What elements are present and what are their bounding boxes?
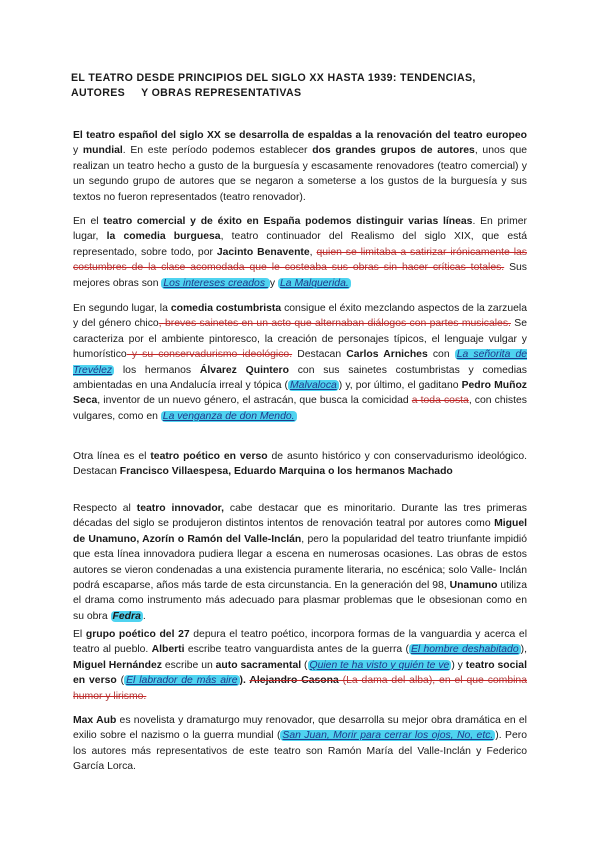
strikethrough-text: , breves sainetes en un acto que alternaban diálogos con partes musicales. (158, 318, 511, 330)
highlighted-work-title: La venganza de don Mendo. (162, 410, 295, 422)
paragraph-teatro-poetico: Otra línea es el teatro poético en verso de asunto histórico y con conservadurismo ideológico. Destacan Francisco Villaespesa, Eduardo Marquina o los hermanos Machado (73, 451, 527, 478)
highlighted-work-title: La señorita de Trevélez (73, 349, 528, 376)
strikethrough-text: quien se limitaba a satirizar irónicamente las costumbres de la clase acomodada que le costeaba sus obras sin hacer críticas totales. (73, 246, 527, 274)
highlighted-work-title: San Juan, Morir para cerrar los ojos, No, etc. (282, 730, 494, 742)
highlighted-work-title: Fedra (112, 610, 141, 622)
document-title (71, 71, 511, 101)
highlighted-work-title: El hombre deshabitado (410, 644, 519, 656)
strikethrough-text: a toda costa (411, 395, 469, 407)
title-line-1: EL TEATRO DESDE PRINCIPIOS DEL SIGLO XX HASTA 1939: TENDENCIAS, (71, 72, 476, 84)
highlighted-work-title: Malvaloca (290, 380, 337, 392)
highlighted-work-title: La Malquerida. (280, 277, 349, 289)
paragraph-grupo-27: El grupo poético del 27 depura el teatro poético, incorpora formas de la vanguardia y acerca el teatro al pueblo. Alberti escribe teatro vanguardista antes de la guerra ( El hombre deshabitado ), Miguel Hernández escribe un auto sacramental ( Quien te ha visto y quién te ve ) y teatro social en verso ( El labrador de más aire ). Alejandro Casona (La dama del alba), en el que combina humor y lirismo. (73, 629, 528, 702)
paragraph-max-aub: Max Aub es novelista y dramaturgo muy renovador, que desarrolla su mejor obra dramática en el exilio sobre el nazismo o la guerra mundial ( San Juan, Morir para cerrar los ojos, No, etc. ). Pero los autores más representativos de este teatro son Ramón María del Valle-Inclán y Federico García Lorca. (73, 715, 527, 773)
strikethrough-text: Alejandro Casona (249, 675, 339, 687)
paragraph-teatro-innovador: Respecto al teatro innovador, cabe destacar que es minoritario. Durante las tres primeras décadas del siglo se produjeron distintos intentos de renovación teatral por autores como Miguel de Unamuno, Azorín o Ramón del Valle-Inclán, pero la popularidad del teatro triunfante impidió que esta línea innovadora pudiera llegar a escena en numerosas ocasiones. Las obras de estos autores se vieron condenadas a una existencia puramente literaria, no escénica; solo Valle- Inclán podrá escaparse, años más tarde de esta circunstancia. En la generación del 98, Unamuno utiliza el drama como instrumento más adecuado para plasmar problemas que le obsesionan como en su obra Fedra . (73, 503, 527, 622)
paragraph-intro: El teatro español del siglo XX se desarrolla de espaldas a la renovación del teatro europeo y mundial. En este período podemos establecer dos grandes grupos de autores, unos que realizan un teatro hecho a gusto de la burguesía y escasamente renovadores (teatro comercial) y un segundo grupo de autores que se negaron a someterse a los gustos de la burguesía y sus textos no fueron representados (teatro renovador). (73, 130, 528, 203)
strikethrough-text: y su conservadurismo ideológico. (126, 349, 293, 361)
highlighted-work-title: Quien te ha visto y quién te ve (309, 659, 450, 671)
paragraph-comedia-costumbrista: En segundo lugar, la comedia costumbrista consigue el éxito mezclando aspectos de la zarzuela y del género chico, breves sainetes en un acto que alternaban diálogos con partes musicales. Se caracteriza por el ambiente pintoresco, la creación de personajes típicos, el lenguaje vulgar y humorístico y su conservadurismo ideológico. Destacan Carlos Arniches con La señorita de Trevélez los hermanos Álvarez Quintero con sus sainetes costumbristas y comedias ambientadas en una Andalucía irreal y tópica ( Malvaloca ) y, por último, el gaditano Pedro Muñoz Seca, inventor de un nuevo género, el astracán, que busca la comicidad a toda costa, con chistes vulgares, como en La venganza de don Mendo. (73, 303, 528, 422)
highlighted-work-title: El labrador de más aire (126, 675, 238, 687)
title-line-2: AUTORES Y OBRAS REPRESENTATIVAS (71, 87, 302, 99)
paragraph-teatro-comercial: En el teatro comercial y de éxito en España podemos distinguir varias líneas. En primer lugar, la comedia burguesa, teatro continuador del Realismo del siglo XIX, que está representado, sobre todo, por Jacinto Benavente, quien se limitaba a satirizar irónicamente las costumbres de la clase acomodada que le costeaba sus obras sin hacer críticas totales. Sus mejores obras son Los intereses creados y La Malquerida. (73, 216, 528, 289)
highlighted-work-title: Los intereses creados (163, 277, 268, 289)
strikethrough-text: (La dama del alba), en el que combina humor y lirismo. (73, 675, 527, 702)
